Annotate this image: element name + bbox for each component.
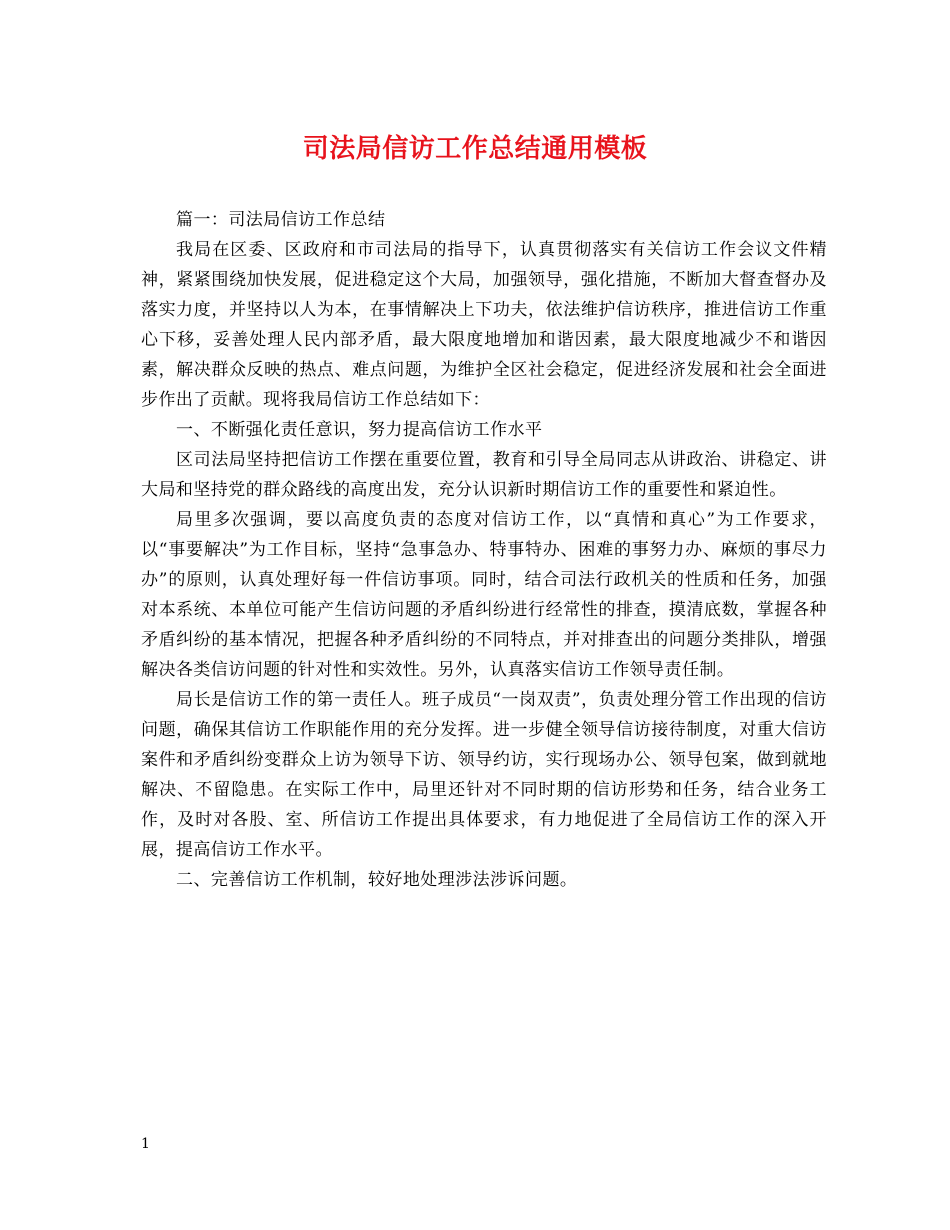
page-number: 1 xyxy=(141,1136,150,1152)
document-title: 司法局信访工作总结通用模板 xyxy=(302,134,648,164)
document-body xyxy=(141,205,827,895)
section-heading-one: 一、不断强化责任意识，努力提高信访工作水平 xyxy=(176,420,543,440)
intro-paragraph: 我局在区委、区政府和市司法局的指导下，认真贯彻落实有关信访工作会议文件精神，紧紧围绕加快发展，促进稳定这个大局，加强领导，强化措施，不断加大督查督办及落实力度，并坚持以人为本，在事情解决上下功夫，依法维护信访秩序，推进信访工作重心下移，妥善处理人民内部矛盾，最大限度地增加和谐因素，最大限度地减少不和谐因素，解决群众反映的热点、难点问题，为维护全区社会稳定，促进经济发展和社会全面进步作出了贡献。现将我局信访工作总结如下： xyxy=(141,240,827,410)
section-heading-two: 二、完善信访工作机制，较好地处理涉法涉诉问题。 xyxy=(176,870,578,890)
section-heading-part-one: 篇一：司法局信访工作总结 xyxy=(176,210,386,230)
body-paragraph: 区司法局坚持把信访工作摆在重要位置，教育和引导全局同志从讲政治、讲稳定、讲大局和坚持党的群众路线的高度出发，充分认识新时期信访工作的重要性和紧迫性。 xyxy=(141,450,827,500)
body-paragraph: 局里多次强调，要以高度负责的态度对信访工作，以“真情和真心”为工作要求，以“事要解决”为工作目标，坚持“急事急办、特事特办、困难的事努力办、麻烦的事尽力办”的原则，认真处理好每一件信访事项。同时，结合司法行政机关的性质和任务，加强对本系统、本单位可能产生信访问题的矛盾纠纷进行经常性的排查，摸清底数，掌握各种矛盾纠纷的基本情况，把握各种矛盾纠纷的不同特点，并对排查出的问题分类排队，增强解决各类信访问题的针对性和实效性。另外，认真落实信访工作领导责任制。 xyxy=(141,510,827,680)
body-paragraph: 局长是信访工作的第一责任人。班子成员“一岗双责”，负责处理分管工作出现的信访问题，确保其信访工作职能作用的充分发挥。进一步健全领导信访接待制度，对重大信访案件和矛盾纠纷变群众上访为领导下访、领导约访，实行现场办公、领导包案，做到就地解决、不留隐患。在实际工作中，局里还针对不同时期的信访形势和任务，结合业务工作，及时对各股、室、所信访工作提出具体要求，有力地促进了全局信访工作的深入开展，提高信访工作水平。 xyxy=(141,690,827,860)
